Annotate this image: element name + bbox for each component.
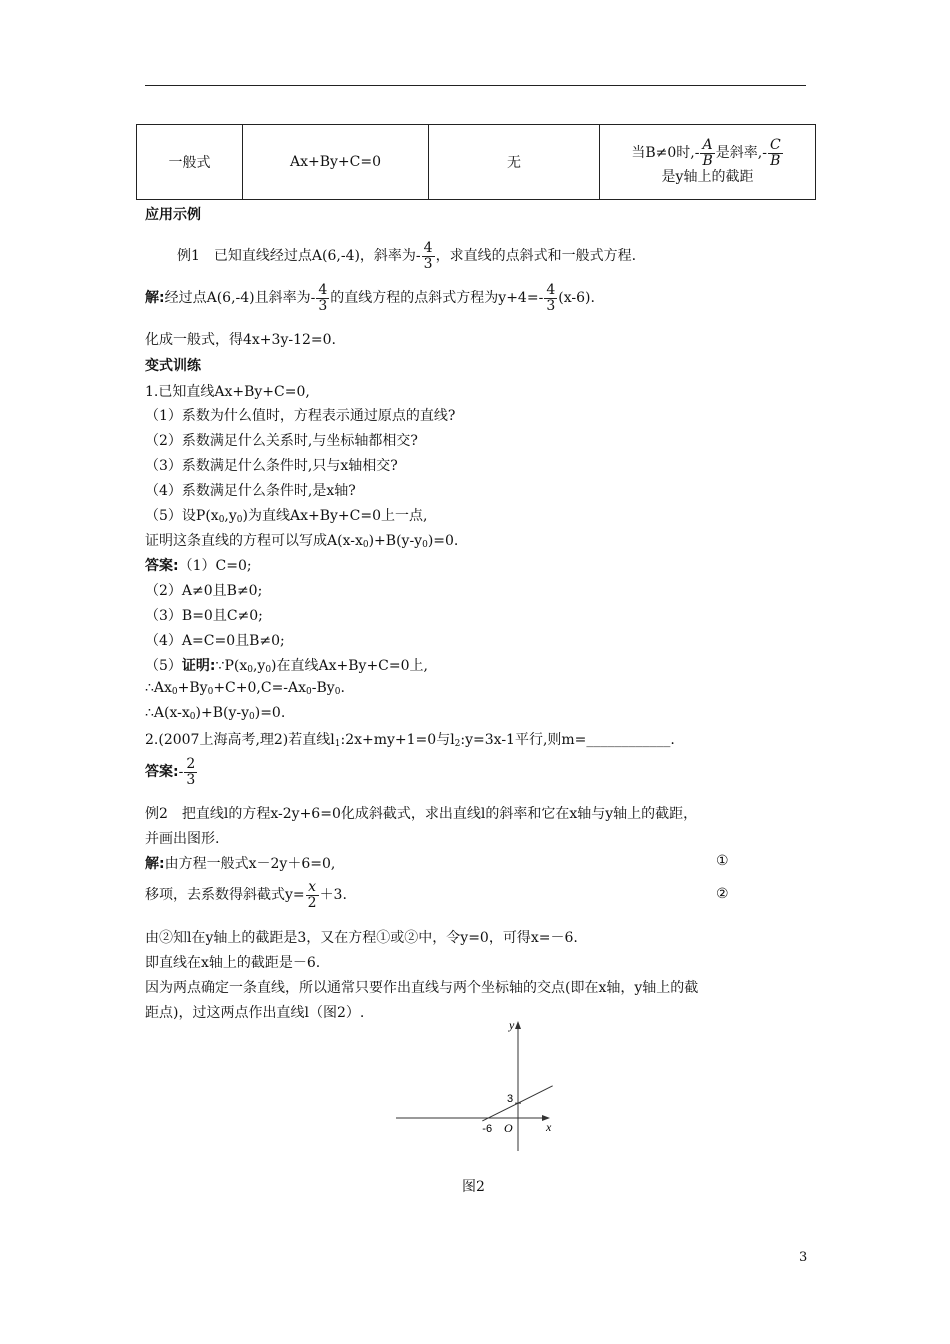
answer-1-line: （4）A=C=0且B≠0; xyxy=(145,633,285,649)
form-meaning-cell: 当B≠0时,- $\frac{A}{B}$ 是斜率,- $\frac{C}{B}$ 是y轴上的截距 xyxy=(600,125,816,200)
form-equation-cell: Ax+By+C=0 xyxy=(243,125,429,200)
solution-2-line-1: 解:由方程一般式x－2y＋6=0, xyxy=(145,856,336,872)
solution-2-line-2: 移项，去系数得斜截式y= $\frac{x}{2}$ ＋3. xyxy=(145,878,347,911)
figure-2-graph xyxy=(390,1015,570,1155)
solution-1: 解:经过点A(6,-4)且斜率为- $\frac{4}{3}$ 的直线方程的点斜式方程为y+4=- $\frac{4}{3}$ (x-6). xyxy=(145,281,595,314)
header-rule xyxy=(145,85,806,86)
section-title-examples: 应用示例 xyxy=(145,207,201,223)
y-intercept-label: 3 xyxy=(507,1093,514,1106)
figure-caption: 图2 xyxy=(462,1179,485,1195)
section-title-variation: 变式训练 xyxy=(145,358,201,374)
form-restriction-cell: 无 xyxy=(429,125,600,200)
general-form-table-row xyxy=(136,124,816,200)
equation-mark-2: ② xyxy=(716,886,729,902)
y-axis-arrow xyxy=(515,1021,521,1029)
q1-item-5: （5）设$P(x_0,y_0)$为直线Ax+By+C=0上一点, xyxy=(145,508,428,525)
equation-mark-1: ① xyxy=(716,853,729,869)
example-1: 例1 已知直线经过点A(6,-4)，斜率为- $\frac{4}{3}$ ，求直线的点斜式和一般式方程. xyxy=(177,239,637,272)
q1-item: （4）系数满足什么条件时,是x轴? xyxy=(145,483,356,499)
x-intercept-label: -6 xyxy=(482,1123,493,1135)
y-axis-label: y xyxy=(509,1018,515,1032)
q1-item: （3）系数满足什么条件时,只与x轴相交? xyxy=(145,458,398,474)
q1-item: （2）系数满足什么关系时,与坐标轴都相交? xyxy=(145,433,418,449)
answer-1-line: （3）B=0且C≠0; xyxy=(145,608,263,624)
page-number: 3 xyxy=(799,1250,808,1265)
q1-prove: 证明这条直线的方程可以写成$A(x-x_0)+B(y-y_0)=0$. xyxy=(145,533,459,550)
x-axis-label: x xyxy=(546,1120,552,1134)
answer-2: 答案:- $\frac{2}{3}$ xyxy=(145,755,196,788)
solution-2-line-4: 即直线在x轴上的截距是－6. xyxy=(145,955,321,971)
solution-2-line-6: 距点)，过这两点作出直线l（图2）. xyxy=(145,1005,365,1021)
question-2: 2.(2007上海高考,理2)若直线$l_1:2x+my+1=0$与$l_2:y=3x-1$平行,则m=____________. xyxy=(145,732,675,749)
q1-intro: 1.已知直线Ax+By+C=0, xyxy=(145,384,310,400)
origin-label: O xyxy=(504,1121,513,1135)
answer-1-proof-step: $\therefore Ax_0+By_0+C+0,C=-Ax_0-By_0$. xyxy=(145,680,345,697)
answer-1-line-1: 答案:（1）C=0; xyxy=(145,558,252,574)
solution-1-general: 化成一般式，得4x+3y-12=0. xyxy=(145,332,336,348)
example-2-line-1: 例2 把直线l的方程x-2y+6=0化成斜截式，求出直线l的斜率和它在x轴与y轴上的截距， xyxy=(145,806,698,822)
answer-1-proof-conclusion: $\therefore A(x-x_0)+B(y-y_0)=0$. xyxy=(145,705,286,722)
solution-2-line-3: 由②知l在y轴上的截距是3，又在方程①或②中，令y=0，可得x=－6. xyxy=(145,930,578,946)
example-2-line-2: 并画出图形. xyxy=(145,831,220,847)
answer-1-line: （2）A≠0且B≠0; xyxy=(145,583,263,599)
form-name-cell: 一般式 xyxy=(137,125,243,200)
solution-2-line-5: 因为两点确定一条直线，所以通常只要作出直线与两个坐标轴的交点(即在x轴，y轴上的截 xyxy=(145,980,699,996)
answer-1-proof: （5）证明$:\because P(x_0,y_0)$在直线Ax+By+C=0上, xyxy=(145,658,428,675)
q1-item: （1）系数为什么值时，方程表示通过原点的直线? xyxy=(145,408,456,424)
